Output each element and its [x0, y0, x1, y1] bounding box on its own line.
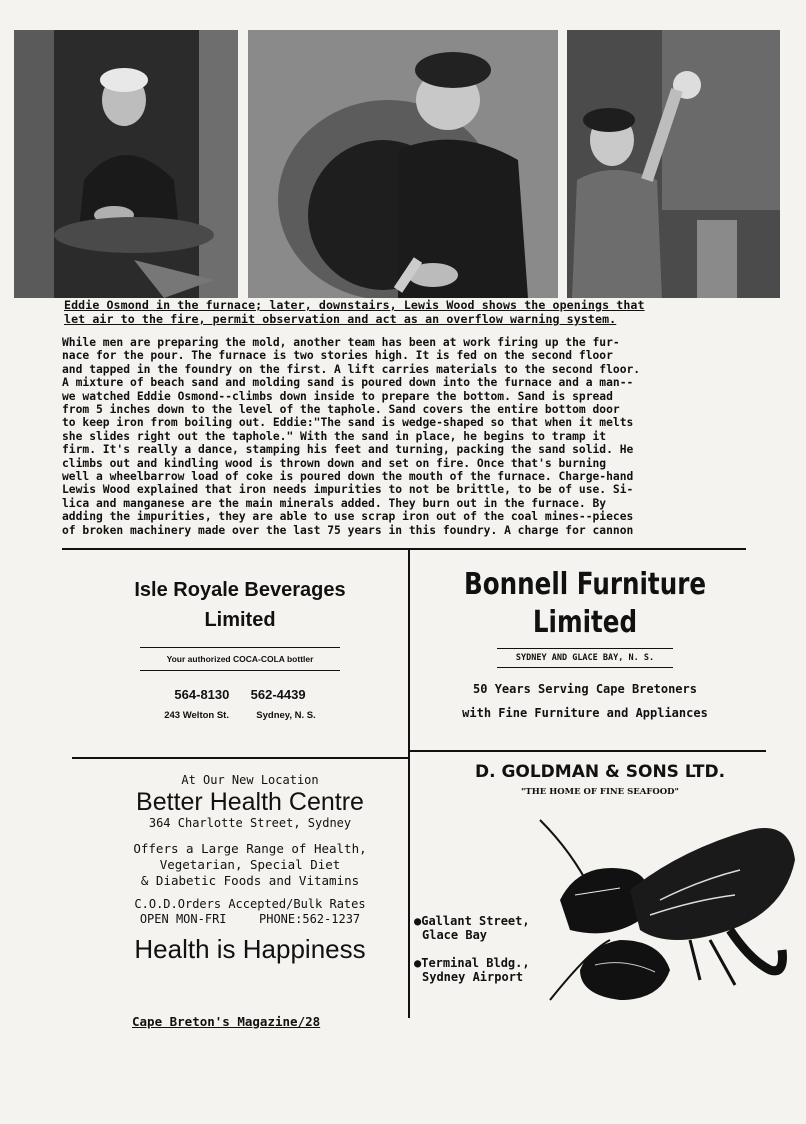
isle-royale-limited: Limited — [204, 609, 276, 631]
goldman-name: D. GOLDMAN & SONS LTD. — [474, 762, 726, 782]
ad-grid-vertical-rule — [408, 550, 410, 1018]
article-line: to keep iron from boiling out. Eddie:"The sand is wedge-shaped so that when it melts — [62, 416, 634, 430]
bullet-icon: ● — [414, 914, 422, 928]
photo-lewis-wood — [567, 30, 780, 298]
article-line: A mixture of beach sand and molding sand is poured down into the furnace and a man-- — [62, 376, 634, 390]
ad-grid-right-mid-rule — [410, 750, 766, 752]
article-line: While men are preparing the mold, another team has been at work firing up the fur- — [62, 336, 620, 349]
isle-royale-address: 243 Welton St. — [164, 710, 229, 721]
health-slogan: Health is Happiness — [134, 934, 366, 964]
lobster-icon — [520, 800, 800, 1010]
goldman-location-2 — [414, 956, 530, 970]
article-line: she slides right out the taphole." With the sand in place, he begins to tramp it — [62, 429, 607, 443]
goldman-loc2-line2: Sydney Airport — [422, 970, 524, 984]
health-address: 364 Charlotte Street, Sydney — [148, 816, 352, 830]
caption-line: let air to the fire, permit observation and act as an overflow warning system. — [64, 312, 617, 326]
health-phone: PHONE:562-1237 — [259, 912, 361, 926]
article-line: Lewis Wood explained that iron needs impurities to not be brittle, to be of use. Si- — [62, 483, 634, 497]
article-line: adding the impurities, they are able to use scrap iron out of the coal mines--pieces — [62, 510, 634, 524]
bonnell-slogan-1: 50 Years Serving Cape Bretoners — [473, 682, 697, 696]
photo-furnace-interior — [248, 30, 558, 298]
bonnell-name: Bonnell Furniture — [463, 567, 707, 602]
article-line: lica and manganese are the main minerals added. They burn out in the furnace. By — [62, 496, 607, 510]
caption-line: Eddie Osmond in the furnace; later, downstairs, Lewis Wood shows the openings that — [64, 298, 645, 312]
health-hours-row — [100, 912, 400, 927]
page-footer: Cape Breton's Magazine/28 — [132, 1014, 321, 1029]
health-intro: At Our New Location — [181, 773, 319, 787]
goldman-loc1-line1: Gallant Street, — [421, 914, 530, 928]
health-desc-3: & Diabetic Foods and Vitamins — [140, 873, 360, 888]
goldman-loc1-line2: Glace Bay — [422, 928, 488, 942]
article-line: and tapped in the foundry on the first. A lift carries materials to the second floor. — [62, 362, 641, 376]
health-orders: C.O.D.Orders Accepted/Bulk Rates — [134, 897, 366, 911]
ad-grid-left-mid-rule — [72, 757, 408, 759]
article-line: we watched Eddie Osmond--climbs down inside to prepare the bottom. Sand is spread — [62, 389, 613, 403]
health-name: Better Health Centre — [136, 788, 364, 816]
bonnell-ad — [420, 566, 750, 720]
isle-royale-ad — [108, 575, 372, 721]
goldman-ad — [440, 760, 760, 800]
isle-royale-tagline: Your authorized COCA-COLA bottler — [166, 654, 314, 664]
isle-royale-phone-1: 564-8130 — [174, 687, 230, 702]
isle-royale-rule-bottom — [140, 670, 340, 671]
article-line: nace for the pour. The furnace is two stories high. It is fed on the second floor — [62, 349, 613, 363]
goldman-loc2-line1: Terminal Bldg., — [421, 956, 530, 970]
ad-grid-top-rule — [62, 548, 746, 550]
health-desc-1: Offers a Large Range of Health, — [133, 841, 367, 856]
goldman-locations — [414, 914, 530, 984]
bonnell-location: SYDNEY AND GLACE BAY, N. S. — [515, 653, 655, 663]
isle-royale-address-row — [108, 710, 372, 721]
bonnell-limited: Limited — [532, 605, 638, 640]
goldman-tagline: "THE HOME OF FINE SEAFOOD" — [521, 787, 679, 797]
article-line: from 5 inches down to the level of the taphole. Sand covers the entire bottom door — [62, 403, 620, 417]
article-body — [62, 336, 762, 537]
bullet-icon: ● — [414, 956, 422, 970]
article-line: climbs out and kindling wood is thrown down and set on fire. Once that's burning — [62, 456, 607, 470]
bonnell-rule-bottom — [497, 667, 673, 668]
lobster-illustration — [520, 800, 800, 1010]
health-hours: OPEN MON-FRI — [139, 912, 227, 926]
photo-caption — [64, 298, 754, 326]
photo-eddie-osmond — [14, 30, 238, 298]
isle-royale-phone-2: 562-4439 — [250, 687, 306, 702]
isle-royale-phones — [108, 687, 372, 702]
health-desc-2: Vegetarian, Special Diet — [159, 857, 341, 872]
article-line: firm. It's really a dance, stamping his feet and turning, packing the sand solid. He — [62, 443, 634, 457]
article-line: well a wheelbarrow load of coke is poured down the mouth of the furnace. Charge-hand — [62, 470, 634, 484]
goldman-location-1 — [414, 914, 530, 928]
article-line: of broken machinery made over the last 75 years in this foundry. A charge for cannon — [62, 523, 634, 537]
health-centre-ad — [100, 772, 400, 965]
isle-royale-city: Sydney, N. S. — [256, 710, 316, 721]
isle-royale-name: Isle Royale Beverages — [134, 579, 346, 601]
bonnell-slogan-2: with Fine Furniture and Appliances — [462, 706, 708, 720]
